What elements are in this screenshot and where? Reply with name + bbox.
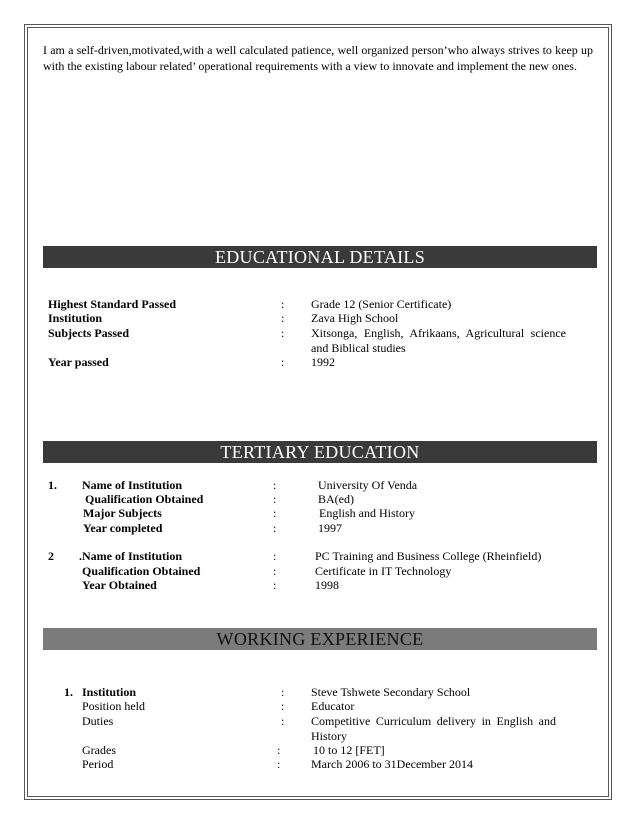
work-entry-number: 1. [64,685,73,699]
edu-value-subjects: Xitsonga, English, Afrikaans, Agricultural science and Biblical studies [311,326,566,355]
edu-value-year-passed: 1992 [311,355,335,369]
tertiary-label-qualification: Qualification Obtained [85,492,204,506]
tertiary-value-year-completed: 1997 [318,521,342,535]
tertiary-label-year-completed: Year completed [83,521,163,535]
tertiary-value-qualification: Certificate in IT Technology [315,564,452,578]
work-value-position: Educator [311,699,355,713]
tertiary-value-institution: PC Training and Business College (Rheinfield) [315,549,542,563]
work-label-position: Position held [82,699,146,713]
edu-label-institution: Institution [48,311,103,325]
tertiary-label-institution: .Name of Institution [79,549,183,563]
work-label-period: Period [82,757,114,771]
work-label-institution: Institution [82,685,137,699]
work-colon: : [281,685,285,699]
work-value-grades: 10 to 12 [FET] [313,743,385,757]
work-value-institution: Steve Tshwete Secondary School [311,685,471,699]
edu-label-subjects: Subjects Passed [48,326,130,340]
edu-label-year-passed: Year passed [48,355,109,369]
tertiary-colon: : [273,492,277,506]
edu-colon: : [281,311,285,325]
tertiary-value-institution: University Of Venda [318,478,418,492]
work-value-duties: Competitive Curriculum delivery in English and History [311,714,556,743]
tertiary-colon: : [273,578,277,592]
work-colon: : [277,757,281,771]
tertiary-entry-number: 2 [48,549,54,563]
edu-label-highest-standard: Highest Standard Passed [48,297,177,311]
tertiary-label-qualification: Qualification Obtained [82,564,201,578]
tertiary-entry-number: 1. [48,478,57,492]
edu-value-institution: Zava High School [311,311,399,325]
tertiary-value-year-obtained: 1998 [315,578,339,592]
intro-paragraph: I am a self-driven,motivated,with a well calculated patience, well organized person’who always strives to keep up with the existing labour related’ operational requirements with a view to innovate and implement the new ones. [43,43,593,73]
edu-colon: : [281,326,285,340]
edu-colon: : [281,297,285,311]
tertiary-value-major-subjects: English and History [319,506,415,520]
work-colon: : [277,743,281,757]
tertiary-colon: : [273,564,277,578]
work-colon: : [281,699,285,713]
tertiary-colon: : [273,478,277,492]
educational-details-heading: EDUCATIONAL DETAILS [43,246,597,268]
work-label-duties: Duties [82,714,114,728]
work-value-period: March 2006 to 31December 2014 [311,757,473,771]
tertiary-label-year-obtained: Year Obtained [82,578,157,592]
tertiary-colon: : [273,549,277,563]
page-border [24,24,612,800]
edu-value-highest-standard: Grade 12 (Senior Certificate) [311,297,452,311]
tertiary-label-institution: Name of Institution [82,478,183,492]
work-colon: : [281,714,285,728]
work-label-grades: Grades [82,743,116,757]
tertiary-colon: : [273,506,277,520]
tertiary-value-qualification: BA(ed) [318,492,354,506]
edu-colon: : [281,355,285,369]
tertiary-education-heading: TERTIARY EDUCATION [43,441,597,463]
working-experience-heading: WORKING EXPERIENCE [43,628,597,650]
tertiary-colon: : [273,521,277,535]
tertiary-label-major-subjects: Major Subjects [83,506,162,520]
page-border-inner [27,27,609,797]
